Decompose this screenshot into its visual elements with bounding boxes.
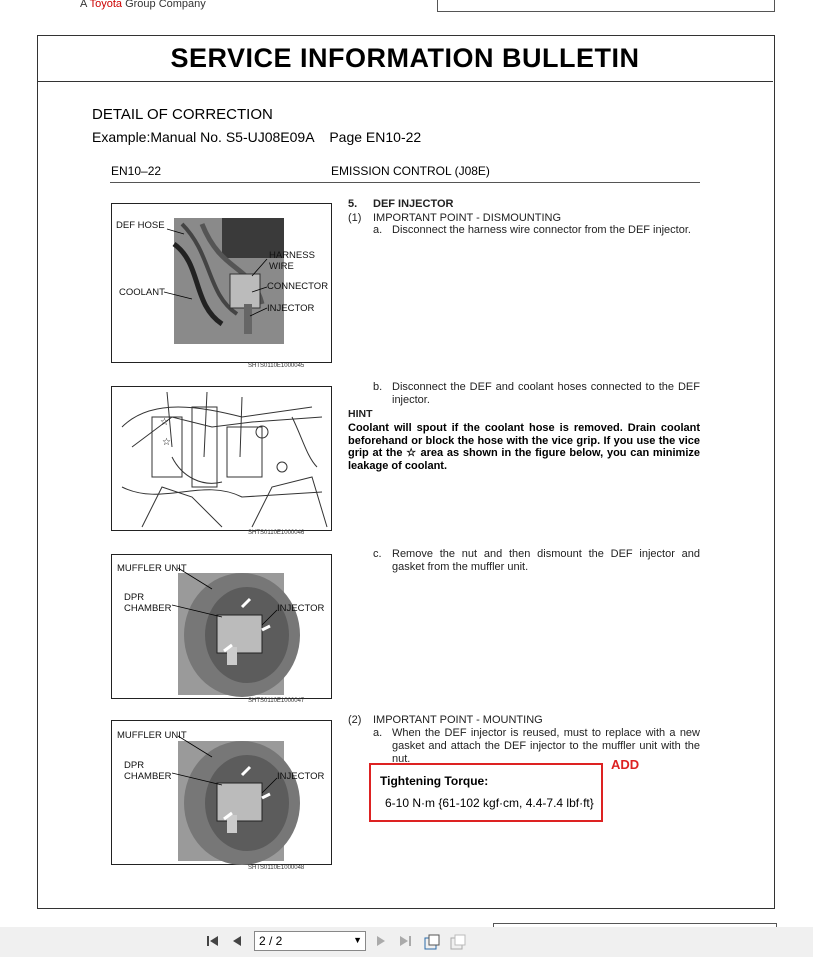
last-page-icon[interactable] bbox=[398, 934, 412, 951]
label-muffler-unit: MUFFLER UNIT bbox=[117, 563, 187, 574]
page-number: EN10–22 bbox=[111, 164, 162, 178]
svg-text:☆: ☆ bbox=[160, 417, 169, 428]
label-injector: INJECTOR bbox=[277, 771, 325, 782]
label-injector: INJECTOR bbox=[277, 603, 325, 614]
step-a2-mark: a. bbox=[373, 727, 383, 739]
step-a1-mark: a. bbox=[373, 224, 383, 236]
first-page-icon[interactable] bbox=[206, 934, 220, 951]
step-2-number: (2) bbox=[348, 714, 362, 726]
torque-value: 6-10 N·m {61-102 kgf·cm, 4.4-7.4 lbf·ft} bbox=[385, 796, 594, 810]
muffler-photo-2 bbox=[112, 721, 331, 864]
bulletin-title: SERVICE INFORMATION BULLETIN bbox=[37, 35, 773, 82]
tagline-suffix: Group Company bbox=[122, 0, 206, 10]
muffler-photo-1 bbox=[112, 555, 331, 698]
label-harness-wire: HARNESS WIRE bbox=[269, 250, 315, 272]
top-right-box bbox=[437, 0, 775, 12]
step-b-text: Disconnect the DEF and coolant hoses connected to the DEF injector. bbox=[392, 381, 700, 406]
figure-muffler-unit-2 bbox=[111, 720, 332, 865]
figure-muffler-unit-1 bbox=[111, 554, 332, 699]
step-b-mark: b. bbox=[373, 381, 383, 393]
step-1-number: (1) bbox=[348, 212, 362, 224]
label-dpr-chamber: DPR CHAMBER bbox=[124, 592, 172, 614]
header-rule bbox=[110, 182, 700, 183]
label-coolant: COOLANT bbox=[119, 287, 165, 298]
step-a2-text: When the DEF injector is reused, must to replace with a new gasket and attach the DEF injector to the muffler unit with the nut. bbox=[392, 727, 700, 765]
tagline-prefix: A bbox=[80, 0, 90, 10]
fit-width-icon[interactable] bbox=[450, 934, 466, 953]
label-muffler-unit: MUFFLER UNIT bbox=[117, 730, 187, 741]
hint-text: Coolant will spout if the coolant hose is removed. Drain coolant beforehand or block the hose with the vice grip. If you use the vice grip at the ☆ area as shown in the figure below, you can minimize leakage of coolant. bbox=[348, 422, 700, 472]
figure-caption: SHTS0110E1000047 bbox=[248, 698, 305, 704]
torque-label: Tightening Torque: bbox=[380, 774, 489, 788]
figure-hoses-drawing bbox=[111, 386, 332, 531]
torque-box bbox=[369, 763, 603, 822]
fit-page-icon[interactable] bbox=[424, 934, 440, 953]
chevron-down-icon: ▼ bbox=[353, 935, 362, 945]
next-page-icon[interactable] bbox=[376, 934, 386, 951]
section-number: 5. bbox=[348, 198, 358, 210]
figure-caption: SHTS0110E1000045 bbox=[248, 363, 305, 369]
step-c-mark: c. bbox=[373, 548, 382, 560]
example-line: Example:Manual No. S5-UJ08E09A Page EN10-22 bbox=[92, 129, 422, 145]
label-def-hose: DEF HOSE bbox=[116, 220, 165, 231]
step-c-text: Remove the nut and then dismount the DEF injector and gasket from the muffler unit. bbox=[392, 548, 700, 573]
page-section-title: EMISSION CONTROL (J08E) bbox=[331, 164, 490, 178]
add-annotation: ADD bbox=[611, 757, 640, 772]
figure-caption: SHTS0110E1000046 bbox=[248, 530, 305, 536]
label-connector: CONNECTOR bbox=[267, 281, 329, 292]
section-title: DEF INJECTOR bbox=[373, 198, 454, 210]
label-dpr-chamber: DPR CHAMBER bbox=[124, 760, 172, 782]
svg-text:☆: ☆ bbox=[162, 437, 171, 448]
figure-def-hose bbox=[111, 203, 332, 363]
step-2-title: IMPORTANT POINT - MOUNTING bbox=[373, 714, 543, 726]
figure-caption: SHTS0110E1000048 bbox=[248, 865, 305, 871]
prev-page-icon[interactable] bbox=[232, 934, 242, 951]
step-1-title: IMPORTANT POINT - DISMOUNTING bbox=[373, 212, 562, 224]
step-a1-text: Disconnect the harness wire connector from the DEF injector. bbox=[392, 224, 691, 236]
page-select[interactable] bbox=[254, 931, 366, 951]
label-injector: INJECTOR bbox=[267, 303, 315, 314]
hint-label: HINT bbox=[348, 408, 373, 420]
tagline-brand: Toyota bbox=[89, 0, 123, 10]
engine-line-drawing bbox=[112, 387, 331, 530]
company-tagline bbox=[80, 0, 206, 10]
detail-heading: DETAIL OF CORRECTION bbox=[92, 106, 273, 123]
page-select-value: 2 / 2 bbox=[259, 934, 283, 948]
